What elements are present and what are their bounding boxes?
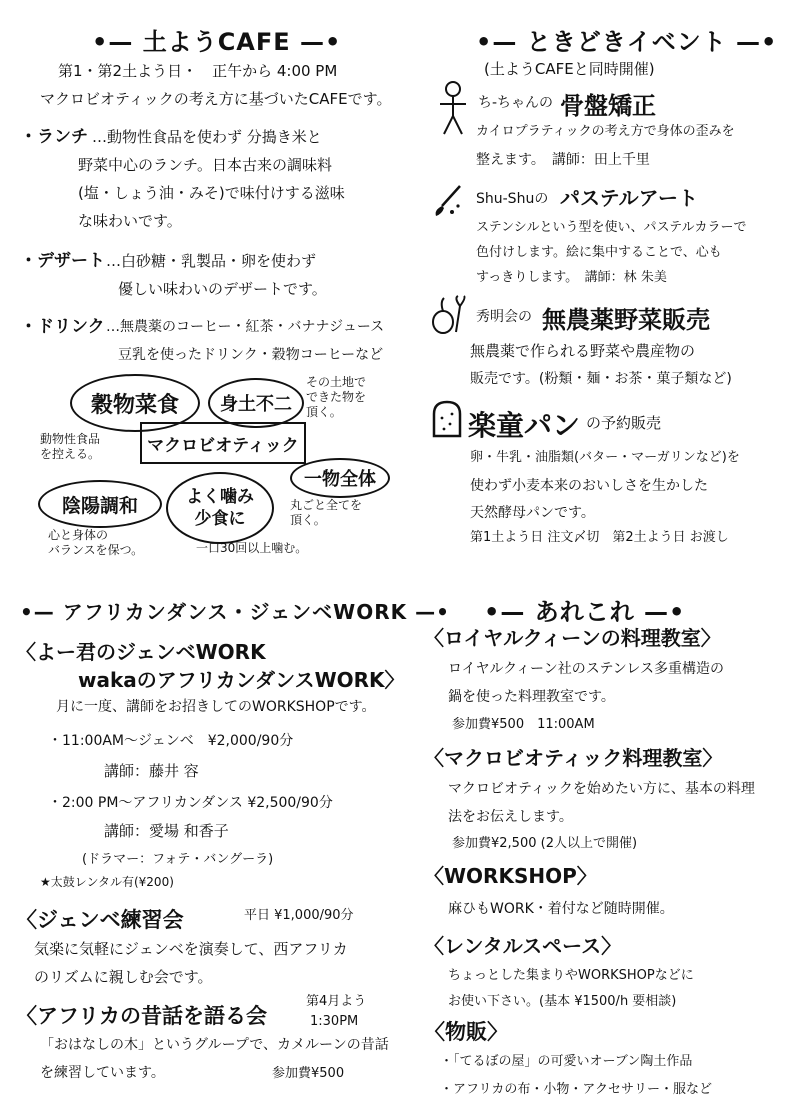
- story-line-2: を練習しています。: [40, 1065, 165, 1081]
- practice-title: 〈ジェンベ練習会: [16, 908, 184, 932]
- event2-line-2: 色付けします。絵に集中することで、心も: [476, 245, 722, 260]
- event4-line-2: 使わず小麦本来のおいしさを生かした: [470, 478, 708, 494]
- royal-fee: 参加費¥500 11:00AM: [452, 717, 595, 732]
- shindo-note: その土地で できた物を 頂く。: [306, 375, 367, 419]
- drink-line-1: …無農薬のコーヒー・紅茶・バナナジュース: [106, 319, 385, 335]
- events-subtitle: (土ようCAFEと同時開催): [484, 60, 655, 78]
- royal-title: 〈ロイヤルクィーンの料理教室〉: [424, 626, 721, 650]
- rental-line-2: お使い下さい。(基本 ¥1500/h 要相談): [448, 994, 677, 1009]
- event3-line-2: 販売です。(粉類・麺・お茶・菓子類など): [470, 371, 732, 387]
- africa-line-5: 講師：愛場 和香子: [104, 822, 229, 840]
- story-line-1: 「おはなしの木」というグループで、カメルーンの昔話: [40, 1037, 389, 1053]
- event3-name: 秀明会の: [476, 309, 532, 325]
- whole-bubble: 一物全体: [290, 458, 390, 498]
- drink-line-2: 豆乳を使ったドリンク・穀物コーヒーなど: [118, 347, 384, 363]
- yinyang-bubble: 陰陽調和: [38, 480, 162, 528]
- animal-note: 動物性食品 を控える。: [40, 432, 101, 461]
- shindo-bubble: 身土不二: [208, 378, 304, 428]
- grain-bubble: 穀物菜食: [70, 374, 200, 432]
- africa-line-6: (ドラマー：フォテ・バングーラ): [82, 852, 274, 867]
- event2-title: パステルアート: [560, 186, 698, 210]
- whole-note: 丸ごと全てを 頂く。: [290, 498, 363, 527]
- goods-line-1: ・「てるぼの屋」の可愛いオーブン陶土作品: [440, 1054, 693, 1069]
- workshop-line-1: 麻ひもWORK・着付など随時開催。: [448, 901, 674, 917]
- story-fee: 参加費¥500: [272, 1066, 345, 1081]
- africa-heading-1: 〈よー君のジェンベWORK: [16, 640, 266, 664]
- goods-title: 〈物販〉: [424, 1020, 508, 1044]
- rental-title: 〈レンタルスペース〉: [424, 934, 622, 958]
- lunch-line-4: な味わいです。: [78, 212, 182, 230]
- event2-line-3: すっきりします。 講師：林 朱美: [476, 270, 667, 285]
- workshop-title: 〈WORKSHOP〉: [424, 864, 597, 888]
- cafe-title: •— 土ようCAFE —•: [92, 28, 342, 56]
- cafe-intro: マクロビオティックの考え方に基づいたCAFEです。: [40, 90, 392, 108]
- event4-line-1: 卵・牛乳・油脂類(バター・マーガリンなど)を: [470, 450, 740, 465]
- africa-line-7: ★太鼓レンタル有(¥200): [40, 875, 174, 889]
- lunch-line-2: 野菜中心のランチ。日本古来の調味料: [78, 156, 332, 174]
- event4-title: 楽童パン: [468, 409, 581, 442]
- events-title: •— ときどきイベント —•: [476, 28, 778, 56]
- royal-line-2: 鍋を使った料理教室です。: [448, 689, 615, 705]
- event1-line-2: 整えます。 講師：田上千里: [476, 152, 650, 168]
- dessert-label: ・デザート: [20, 251, 105, 271]
- africa-title: •— アフリカンダンス・ジェンベWORK —•: [20, 600, 450, 624]
- practice-line-1: 気楽に気軽にジェンベを演奏して、西アフリカ: [34, 940, 348, 958]
- paintbrush-icon: [430, 182, 466, 218]
- lunch-label: ・ランチ: [20, 127, 88, 147]
- event2-name: Shu-Shuの: [476, 191, 549, 207]
- stick-figure-icon: [436, 80, 470, 136]
- africa-line-4: ・2:00 PM～アフリカンダンス ¥2,500/90分: [48, 795, 333, 811]
- story-when-2: 1:30PM: [310, 1014, 359, 1029]
- africa-line-1: 月に一度、講師をお招きしてのWORKSHOPです。: [56, 699, 376, 715]
- story-title: 〈アフリカの昔話を語る会: [16, 1004, 267, 1028]
- event4-line-3: 天然酵母パンです。: [470, 505, 595, 521]
- africa-line-3: 講師：藤井 容: [104, 762, 199, 780]
- event1-name: ち-ちゃんの: [478, 95, 554, 111]
- goods-line-2: ・アフリカの布・小物・アクセサリー・服など: [440, 1082, 712, 1097]
- macrobiotic-center-box: マクロビオティック: [140, 422, 306, 464]
- story-when-1: 第4月よう: [306, 994, 367, 1009]
- lunch-line-3: (塩・しょう油・みそ)で味付けする滋味: [78, 184, 345, 202]
- event1-line-1: カイロプラティックの考え方で身体の歪みを: [476, 124, 735, 139]
- royal-line-1: ロイヤルクィーン社のステンレス多重構造の: [448, 661, 725, 677]
- macro-line-1: マクロビオティックを始めたい方に、基本の料理: [448, 781, 755, 797]
- rental-line-1: ちょっとした集まりやWORKSHOPなどに: [448, 968, 694, 983]
- event4-suffix: の予約販売: [586, 414, 662, 432]
- africa-heading-2: wakaのアフリカンダンスWORK〉: [78, 668, 405, 692]
- macro-fee: 参加費¥2,500 (2人以上で開催): [452, 836, 638, 851]
- cafe-hours: 第1・第2土よう日・ 正午から 4:00 PM: [58, 62, 338, 80]
- macro-title: 〈マクロビオティック料理教室〉: [424, 746, 723, 770]
- dessert-line-2: 優しい味わいのデザートです。: [118, 280, 327, 298]
- yinyang-note: 心と身体の バランスを保つ。: [48, 528, 144, 557]
- misc-title: •— あれこれ —•: [484, 598, 686, 626]
- drink-label: ・ドリンク: [20, 317, 105, 337]
- vegetables-icon: [430, 294, 470, 336]
- chew-note: 一口30回以上噛む。: [196, 541, 308, 555]
- dessert-line-1: …白砂糖・乳製品・卵を使わず: [106, 252, 317, 270]
- bread-icon: [430, 400, 464, 438]
- event2-line-1: ステンシルという型を使い、パステルカラーで: [476, 220, 747, 235]
- macro-line-2: 法をお伝えします。: [448, 809, 573, 825]
- lunch-line-1: …動物性食品を使わず 分搗き米と: [92, 128, 322, 146]
- chew-bubble: よく噛み 少食に: [166, 472, 274, 544]
- event3-line-1: 無農薬で作られる野菜や農産物の: [470, 342, 696, 360]
- event4-line-4: 第1土よう日 注文〆切 第2土よう日 お渡し: [470, 530, 729, 545]
- practice-line-2: のリズムに親しむ会です。: [34, 968, 213, 986]
- africa-line-2: ・11:00AM～ジェンベ ¥2,000/90分: [48, 733, 294, 749]
- event3-title: 無農薬野菜販売: [542, 306, 710, 334]
- event1-title: 骨盤矯正: [560, 92, 656, 120]
- practice-price: 平日 ¥1,000/90分: [244, 908, 354, 923]
